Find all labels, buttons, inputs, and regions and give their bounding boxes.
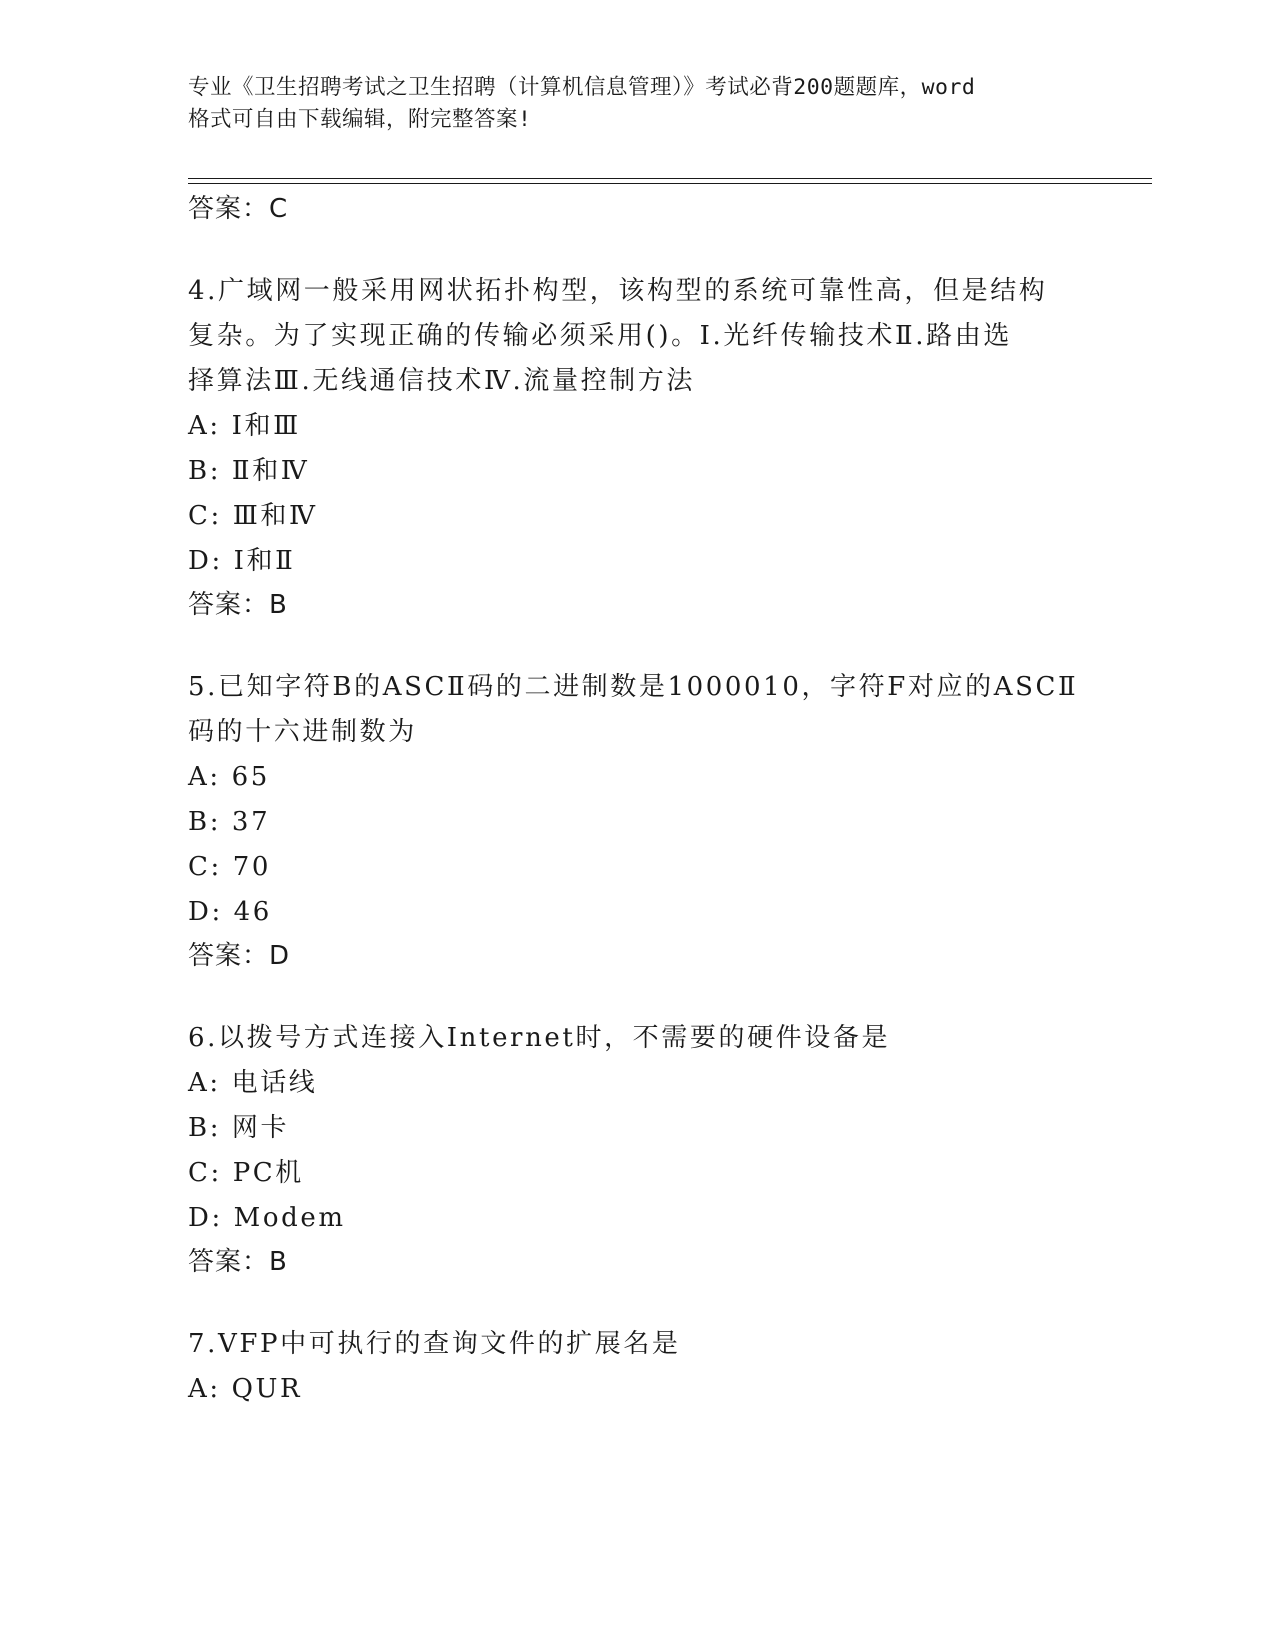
question-6-option-b: B: 网卡 (188, 1113, 290, 1143)
header-rule-top (188, 178, 1152, 179)
question-4-option-a: A: Ⅰ和Ⅲ (188, 411, 301, 441)
question-4-text-line-2: 复杂。为了实现正确的传输必须采用()。Ⅰ.光纤传输技术Ⅱ.路由选 (188, 321, 1012, 351)
question-7-option-a: A: QUR (188, 1374, 303, 1404)
question-5-option-c: C: 70 (188, 852, 272, 882)
question-5-answer: 答案：D (188, 941, 291, 971)
document-header (188, 72, 1088, 136)
header-rule-bottom (188, 183, 1152, 184)
answer-prev: 答案：C (188, 194, 289, 224)
question-5-option-d: D: 46 (188, 897, 272, 927)
question-5-text-line-1: 5.已知字符B的ASCⅡ码的二进制数是1000010，字符F对应的ASCⅡ (188, 672, 1079, 702)
question-4-option-d: D: Ⅰ和Ⅱ (188, 546, 296, 576)
question-6-answer: 答案：B (188, 1247, 288, 1277)
question-4-option-b: B: Ⅱ和Ⅳ (188, 456, 310, 486)
question-6-option-c: C: PC机 (188, 1158, 304, 1188)
question-4-option-c: C: Ⅲ和Ⅳ (188, 501, 318, 531)
question-6-option-a: A: 电话线 (188, 1068, 318, 1098)
question-5-option-a: A: 65 (188, 762, 270, 792)
header-line-1: 专业《卫生招聘考试之卫生招聘（计算机信息管理）》考试必背200题题库，word (188, 75, 976, 100)
question-5-text-line-2: 码的十六进制数为 (188, 717, 417, 747)
question-7-text-line-1: 7.VFP中可执行的查询文件的扩展名是 (188, 1329, 681, 1359)
question-5-option-b: B: 37 (188, 807, 271, 837)
question-4-text-line-3: 择算法Ⅲ.无线通信技术Ⅳ.流量控制方法 (188, 366, 695, 396)
question-4-text-line-1: 4.广域网一般采用网状拓扑构型，该构型的系统可靠性高，但是结构 (188, 276, 1048, 306)
question-6-text-line-1: 6.以拨号方式连接入Internet时，不需要的硬件设备是 (188, 1023, 891, 1053)
question-6-option-d: D: Modem (188, 1203, 346, 1233)
header-line-2: 格式可自由下载编辑，附完整答案! (188, 107, 532, 132)
question-4-answer: 答案：B (188, 590, 288, 620)
